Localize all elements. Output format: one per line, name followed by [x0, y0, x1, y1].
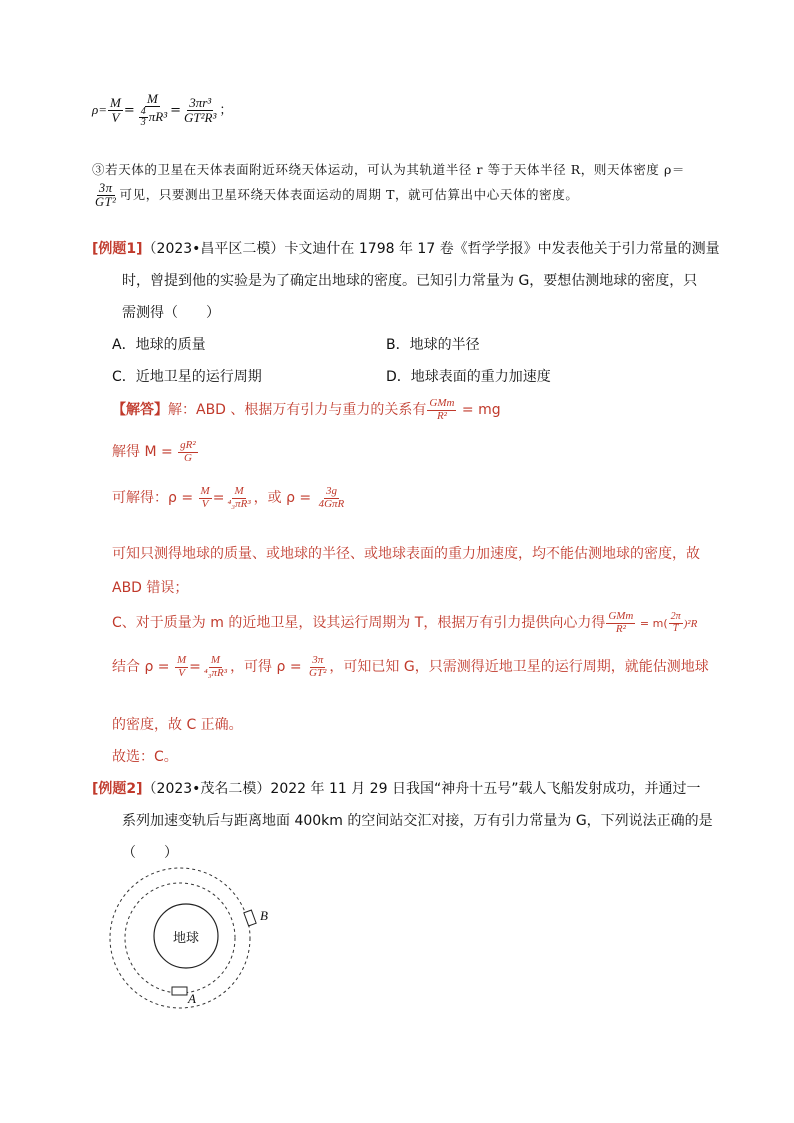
fraction-result: $\frac{\text{3πr³}}{\text{GT²R³}}$: [184, 95, 217, 125]
example-2-line-1: [例题2]（2023•茂名二模）2022 年 11 月 29 日我国“神舟十五号”载人飞船发射成功，并通过一: [92, 781, 701, 797]
fraction-3pi-over-gt2-2: $\frac{3\pi}{\text{GT²}}$: [309, 654, 327, 679]
fraction-3pi-over-gt2: $\frac{3\pi}{\text{GT²}}$: [95, 181, 117, 210]
spacecraft-a: [172, 987, 187, 995]
fraction-2pi-over-t: $\frac{2\pi}{T}$: [670, 611, 681, 634]
fraction-gmm-over-r2: $\frac{\text{GMm}}{\text{R²}}$: [429, 397, 455, 422]
fraction-3g-over-4gpir: $\frac{3g}{\text{4GπR}}$: [318, 485, 345, 510]
solution-1-step-6: 结合 ρ = $\frac{M}{V}$ = $\frac{M}{\text{⁴₃πR³}}$ ，可得 ρ = $\frac{3\pi}{\text{GT²}}$ ，可知已知 G，只需测得近地卫星的运行周期，就能估测地球: [112, 654, 709, 679]
example-2-tag: [例题2]: [92, 781, 143, 797]
fraction-gr2-over-g: $\frac{\text{gR²}}{G}$: [180, 439, 196, 464]
solution-1-step-8: 故选：C。: [112, 749, 178, 765]
note-3-line-1: ③若天体的卫星在天体表面附近环绕天体运动，可认为其轨道半径 r 等于天体半径 R，则天体密度 ρ＝: [92, 162, 686, 177]
fraction-gmm-over-r2-2: $\frac{\text{GMm}}{\text{R²}}$: [608, 610, 634, 635]
solution-1-step-7: 的密度，故 C 正确。: [112, 717, 243, 733]
fraction-m-over-volume-3: $\frac{M}{\text{⁴₃πR³}}$: [203, 654, 228, 679]
example-1-line-1: [例题1]（2023•昌平区二模）卡文迪什在 1798 年 17 卷《哲学学报》中发表他关于引力常量的测量: [92, 241, 720, 257]
example-1-line-2: 时，曾提到他的实验是为了确定出地球的密度。已知引力常量为 G，要想估测地球的密度，只: [122, 273, 698, 289]
option-d: D．地球表面的重力加速度: [386, 369, 551, 385]
solution-1-step-2: 解得 M = $\frac{\text{gR²}}{G}$: [112, 439, 196, 464]
example-1-line-3: 需测得（ ）: [122, 305, 220, 321]
solution-1-step-1: 【解答】解：ABD 、根据万有引力与重力的关系有 $\frac{\text{GMm}}{\text{R²}}$ = mg: [112, 397, 501, 422]
top-density-formula: ρ= $\frac{M}{V}$ = M $\frac{4}{3}$ πR³ = $\frac{\text{3πr³}}{\text{GT²R³}}$ ；: [92, 91, 233, 129]
fraction-m-over-v: $\frac{M}{V}$: [110, 95, 121, 125]
option-c: C．近地卫星的运行周期: [112, 369, 262, 385]
example-2-line-2: 系列加速变轨后与距离地面 400km 的空间站交汇对接，万有引力常量为 G，下列说法正确的是: [122, 813, 713, 829]
solution-1-step-5: C、对于质量为 m 的近地卫星，设其运行周期为 T，根据万有引力提供向心力得 $\frac{\text{GMm}}{\text{R²}}$ = m( $\frac{2\pi}{T}$ )²R: [112, 610, 698, 635]
solution-1-step-4-line-2: ABD 错误；: [112, 580, 189, 596]
example-2-line-3: （ ）: [122, 845, 178, 861]
answer-tag: 【解答】: [112, 402, 168, 419]
option-b: B．地球的半径: [386, 337, 480, 353]
solution-1-step-3: 可解得：ρ = $\frac{M}{V}$ = $\frac{M}{\text{⁴₃πR³}}$ ，或 ρ = $\frac{3g}{\text{4GπR}}$: [112, 485, 345, 510]
example-1-tag: [例题1]: [92, 241, 143, 257]
note-3-line-2: $\frac{3\pi}{\text{GT²}}$ 可见，只要测出卫星环绕天体表面运动的周期 T，就可估算出中心天体的密度。: [95, 181, 579, 210]
option-a: A．地球的质量: [112, 337, 206, 353]
orbit-diagram: [100, 860, 300, 1020]
fraction-m-over-volume-2: $\frac{M}{\text{⁴₃πR³}}$: [227, 485, 251, 510]
station-b: [244, 910, 256, 926]
solution-1-step-4-line-1: 可知只测得地球的质量、或地球的半径、或地球表面的重力加速度，均不能估测地球的密度，故: [112, 546, 700, 562]
fraction-m-over-v-3: $\frac{M}{V}$: [176, 654, 187, 679]
label-b: B: [260, 908, 268, 923]
fraction-m-over-volume: M $\frac{4}{3}$ πR³: [140, 91, 168, 129]
fraction-m-over-v-2: $\frac{M}{V}$: [200, 485, 210, 510]
earth-label: 地球: [172, 931, 200, 946]
label-a: A: [188, 991, 196, 1006]
